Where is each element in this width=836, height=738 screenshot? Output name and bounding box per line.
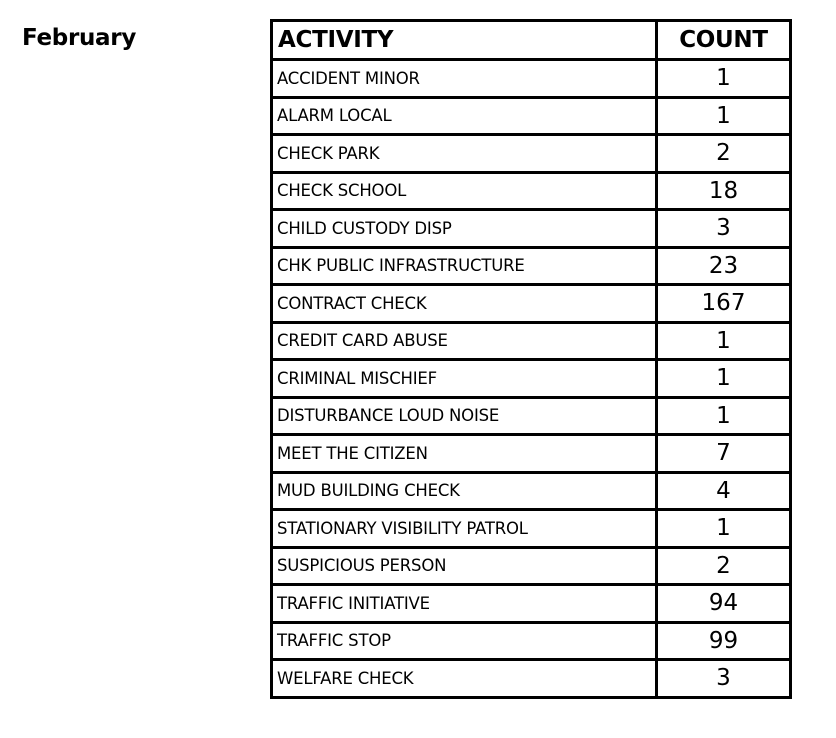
activity-cell: TRAFFIC INITIATIVE xyxy=(272,585,657,623)
activity-cell: SUSPICIOUS PERSON xyxy=(272,547,657,585)
count-cell: 1 xyxy=(657,60,791,98)
month-title: February xyxy=(22,25,137,51)
table-row xyxy=(272,322,791,360)
count-cell: 1 xyxy=(657,322,791,360)
activity-table xyxy=(270,19,792,699)
header-row xyxy=(272,21,791,60)
table-row xyxy=(272,247,791,285)
count-cell: 4 xyxy=(657,472,791,510)
count-cell: 2 xyxy=(657,135,791,173)
activity-cell: TRAFFIC STOP xyxy=(272,622,657,660)
table-row xyxy=(272,397,791,435)
table-row xyxy=(272,660,791,698)
table-row xyxy=(272,360,791,398)
count-cell: 3 xyxy=(657,660,791,698)
activity-cell: MUD BUILDING CHECK xyxy=(272,472,657,510)
count-cell: 1 xyxy=(657,360,791,398)
table-row xyxy=(272,60,791,98)
activity-cell: CHECK SCHOOL xyxy=(272,172,657,210)
count-cell: 7 xyxy=(657,435,791,473)
count-cell: 2 xyxy=(657,547,791,585)
activity-cell: CRIMINAL MISCHIEF xyxy=(272,360,657,398)
activity-cell: CHILD CUSTODY DISP xyxy=(272,210,657,248)
count-cell: 3 xyxy=(657,210,791,248)
table-row xyxy=(272,510,791,548)
table-row xyxy=(272,97,791,135)
count-cell: 1 xyxy=(657,510,791,548)
table-row xyxy=(272,622,791,660)
count-cell: 1 xyxy=(657,397,791,435)
activity-cell: WELFARE CHECK xyxy=(272,660,657,698)
table-row xyxy=(272,210,791,248)
count-cell: 167 xyxy=(657,285,791,323)
count-cell: 94 xyxy=(657,585,791,623)
activity-cell: CONTRACT CHECK xyxy=(272,285,657,323)
activity-cell: STATIONARY VISIBILITY PATROL xyxy=(272,510,657,548)
count-cell: 18 xyxy=(657,172,791,210)
table-row xyxy=(272,172,791,210)
activity-cell: MEET THE CITIZEN xyxy=(272,435,657,473)
table-body xyxy=(272,60,791,698)
count-column-header: COUNT xyxy=(657,21,791,60)
activity-cell: ACCIDENT MINOR xyxy=(272,60,657,98)
activity-cell: CHECK PARK xyxy=(272,135,657,173)
table-row xyxy=(272,472,791,510)
table-row xyxy=(272,585,791,623)
activity-cell: CHK PUBLIC INFRASTRUCTURE xyxy=(272,247,657,285)
activity-column-header: ACTIVITY xyxy=(272,21,657,60)
count-cell: 23 xyxy=(657,247,791,285)
activity-cell: CREDIT CARD ABUSE xyxy=(272,322,657,360)
activity-cell: ALARM LOCAL xyxy=(272,97,657,135)
table-row xyxy=(272,285,791,323)
table-row xyxy=(272,135,791,173)
count-cell: 1 xyxy=(657,97,791,135)
table-row xyxy=(272,547,791,585)
count-cell: 99 xyxy=(657,622,791,660)
activity-cell: DISTURBANCE LOUD NOISE xyxy=(272,397,657,435)
table-row xyxy=(272,435,791,473)
